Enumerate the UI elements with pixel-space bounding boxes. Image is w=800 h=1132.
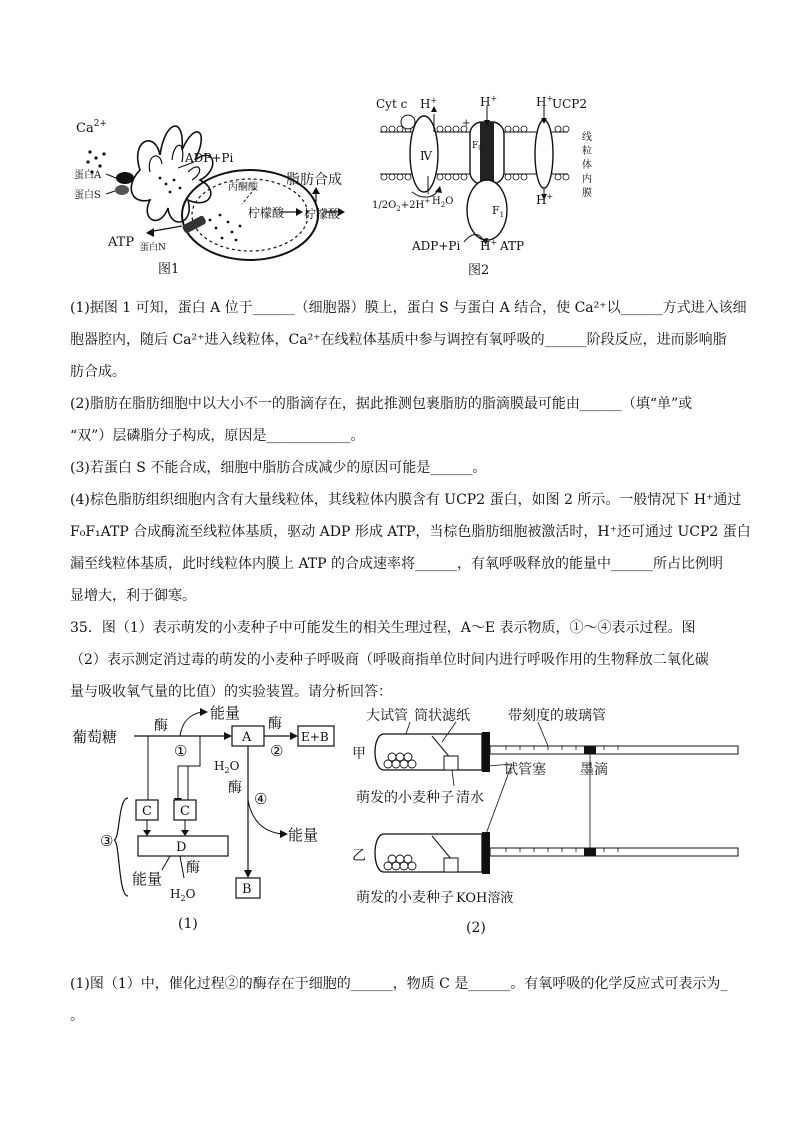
- question-1-line-2: 胞器腔内，随后 Ca²⁺进入线粒体，Ca²⁺在线粒体基质中参与调控有氧呼吸的______阶段反应，进而影响脂: [70, 332, 727, 348]
- fig2-caption: 图2: [468, 263, 490, 278]
- fig1-protein-s-label: 蛋白S: [74, 190, 101, 201]
- questions-block-1: [70, 292, 751, 708]
- label-c-1: C: [142, 804, 152, 819]
- question-4-line-2: F₀F₁ATP 合成酶流至线粒体基质，驱动 ADP 形成 ATP，当棕色脂肪细胞被激活时，H⁺还可通过 UCP2 蛋白: [70, 524, 751, 540]
- svg-text:内: 内: [582, 174, 592, 185]
- fig2-membrane-label: [582, 130, 592, 199]
- label-seeds-yi: 萌发的小麦种子: [356, 890, 454, 906]
- label-enzyme-3: 酶: [186, 860, 200, 876]
- question-2-line-2: “双”）层磷脂分子构成，原因是____________。: [70, 428, 365, 444]
- label-stopper: 试管塞: [504, 762, 546, 778]
- questions-block-2: [70, 968, 742, 1032]
- er-membrane: [131, 126, 212, 222]
- stopper-yi: [482, 832, 490, 874]
- fig1-citrate-inner: 柠檬酸: [248, 206, 285, 220]
- label-seeds-jia: 萌发的小麦种子: [356, 790, 454, 806]
- label-energy-2: 能量: [288, 826, 319, 844]
- question-2-line-1: (2)脂肪在脂肪细胞中以大小不一的脂滴存在，据此推测包裹脂肪的脂滴膜最可能由______（填“单”或: [70, 396, 693, 412]
- fig2-complex-iv: Ⅳ: [420, 149, 432, 163]
- fig1-protein-n-label: 蛋白N: [140, 243, 166, 253]
- fig2-h2: H+: [480, 94, 498, 109]
- figure-pathway: [70, 700, 340, 940]
- ink-drop-yi: [584, 848, 596, 856]
- label-b: B: [242, 882, 252, 897]
- question-35-1-line-2: 。: [70, 1008, 84, 1024]
- fig1-citrate-outer: 柠檬酸: [304, 207, 341, 221]
- label-step-1: ①: [174, 742, 188, 760]
- fig1-atp-label: ATP: [108, 235, 135, 250]
- label-yi: 乙: [352, 848, 366, 864]
- beaker-yi: [444, 858, 458, 872]
- seeds-yi: [384, 855, 416, 870]
- fig2-atp: ATP: [500, 239, 525, 253]
- label-enzyme-2: 酶: [268, 716, 282, 732]
- fig1-caption: 图1: [158, 262, 180, 277]
- label-glucose: 葡萄糖: [72, 728, 118, 746]
- label-water: 清水: [456, 790, 484, 806]
- question-4-line-4: 显增大，利于御寒。: [70, 588, 196, 604]
- question-35-line-2: （2）表示测定消过毒的萌发的小麦种子呼吸商（呼吸商指单位时间内进行呼吸作用的生物释放二氧化碳: [70, 652, 709, 668]
- seeds-jia: [384, 753, 416, 768]
- fig2-adp: ADP+Pi: [412, 239, 461, 253]
- label-step-4: ④: [254, 790, 268, 808]
- question-3-line-1: (3)若蛋白 S 不能合成，细胞中脂肪合成减少的原因可能是______。: [70, 460, 487, 476]
- question-4-line-3: 漏至线粒体基质，此时线粒体内膜上 ATP 的合成速率将______，有氧呼吸释放的能量中______所占比例明: [70, 556, 724, 572]
- label-d: D: [176, 840, 187, 855]
- question-1-line-3: 肪合成。: [70, 364, 126, 380]
- label-enzyme-1: 酶: [154, 718, 168, 734]
- fig2-f1: $F_1$: [492, 204, 505, 219]
- f1-shape: [467, 180, 507, 240]
- label-enzyme-4: 酶: [228, 780, 242, 796]
- label-step-2: ②: [270, 742, 284, 760]
- figure-2: [372, 92, 612, 282]
- label-energy-3: 能量: [132, 870, 163, 888]
- protein-s-shape: [115, 185, 129, 195]
- fig1-protein-a-label: 蛋白A: [74, 170, 102, 181]
- svg-text:体: 体: [582, 160, 592, 171]
- label-ink: 墨滴: [580, 762, 608, 778]
- figure-1: [70, 100, 370, 280]
- fig2-ucp2: UCP2: [552, 97, 588, 111]
- label-c-2: C: [180, 804, 190, 819]
- label-a: A: [242, 730, 252, 745]
- label-koh: KOH溶液: [456, 891, 514, 906]
- label-eb: E+B: [301, 730, 329, 744]
- fig1-pyruvate-label: 丙酮酸: [228, 182, 258, 193]
- label-h2o-bottom: $H_2O$: [170, 887, 196, 903]
- fig1-fat-synthesis: 脂肪合成: [286, 172, 342, 188]
- label-h2o-top: $H_2O$: [214, 759, 240, 775]
- fig2-h1: H+: [420, 96, 438, 111]
- protein-n-shape: [182, 215, 207, 234]
- fig2-plus-sign: +: [462, 118, 471, 129]
- glass-tube-yi: [490, 848, 738, 856]
- question-35-line-3: 量与吸收氧气量的比值）的实验装置。请分析回答：: [70, 684, 392, 700]
- label-filter-paper: 筒状滤纸: [414, 708, 470, 724]
- label-jia: 甲: [352, 746, 366, 762]
- figure-apparatus: [348, 700, 748, 940]
- ucp2-shape: [535, 120, 553, 188]
- fig2-h2o: $H_2O$: [432, 196, 454, 209]
- fig2-h3: H+: [536, 94, 554, 109]
- beaker-jia: [444, 756, 458, 770]
- question-4-line-1: (4)棕色脂肪组织细胞内含有大量线粒体，其线粒体内膜含有 UCP2 蛋白，如图 2 所示。一般情况下 H⁺通过: [70, 492, 742, 508]
- label-step-3: ③: [100, 832, 114, 850]
- fig3-caption: (1): [178, 916, 198, 932]
- question-35-1-line-1: (1)图（1）中，催化过程②的酶存在于细胞的______，物质 C 是______。有氧呼吸的化学反应式可表示为_: [70, 976, 728, 992]
- fig1-adp-label: ADP+Pi: [185, 151, 234, 165]
- fig2-f0: $F_0$: [472, 141, 483, 152]
- fig4-caption: (2): [466, 920, 486, 936]
- glass-tube-jia: [490, 746, 738, 754]
- protein-a-shape: [116, 172, 134, 184]
- fig2-o2-reaction: $1/2O_2+2H^+$: [372, 197, 431, 213]
- fig2-cytc: Cyt c: [376, 97, 408, 111]
- question-1-line-1: (1)据图 1 可知，蛋白 A 位于______（细胞器）膜上，蛋白 S 与蛋白 A 结合，使 Ca²⁺以______方式进入该细: [70, 300, 747, 316]
- label-glass-tube: 带刻度的玻璃管: [508, 708, 606, 724]
- svg-text:膜: 膜: [582, 188, 592, 199]
- question-35-line-1: 35．图（1）表示萌发的小麦种子中可能发生的相关生理过程，A～E 表示物质，①～④表示过程。图: [70, 620, 696, 636]
- fig1-ca-label: $Ca^{2+}$: [76, 119, 107, 136]
- fig2-h5: H+: [480, 238, 498, 253]
- svg-text:线: 线: [582, 132, 592, 143]
- fig2-h4: H+: [536, 192, 554, 207]
- label-energy-1: 能量: [210, 704, 241, 722]
- svg-text:粒: 粒: [582, 146, 592, 157]
- ink-drop-jia: [584, 746, 596, 754]
- label-big-tube: 大试管: [366, 708, 408, 724]
